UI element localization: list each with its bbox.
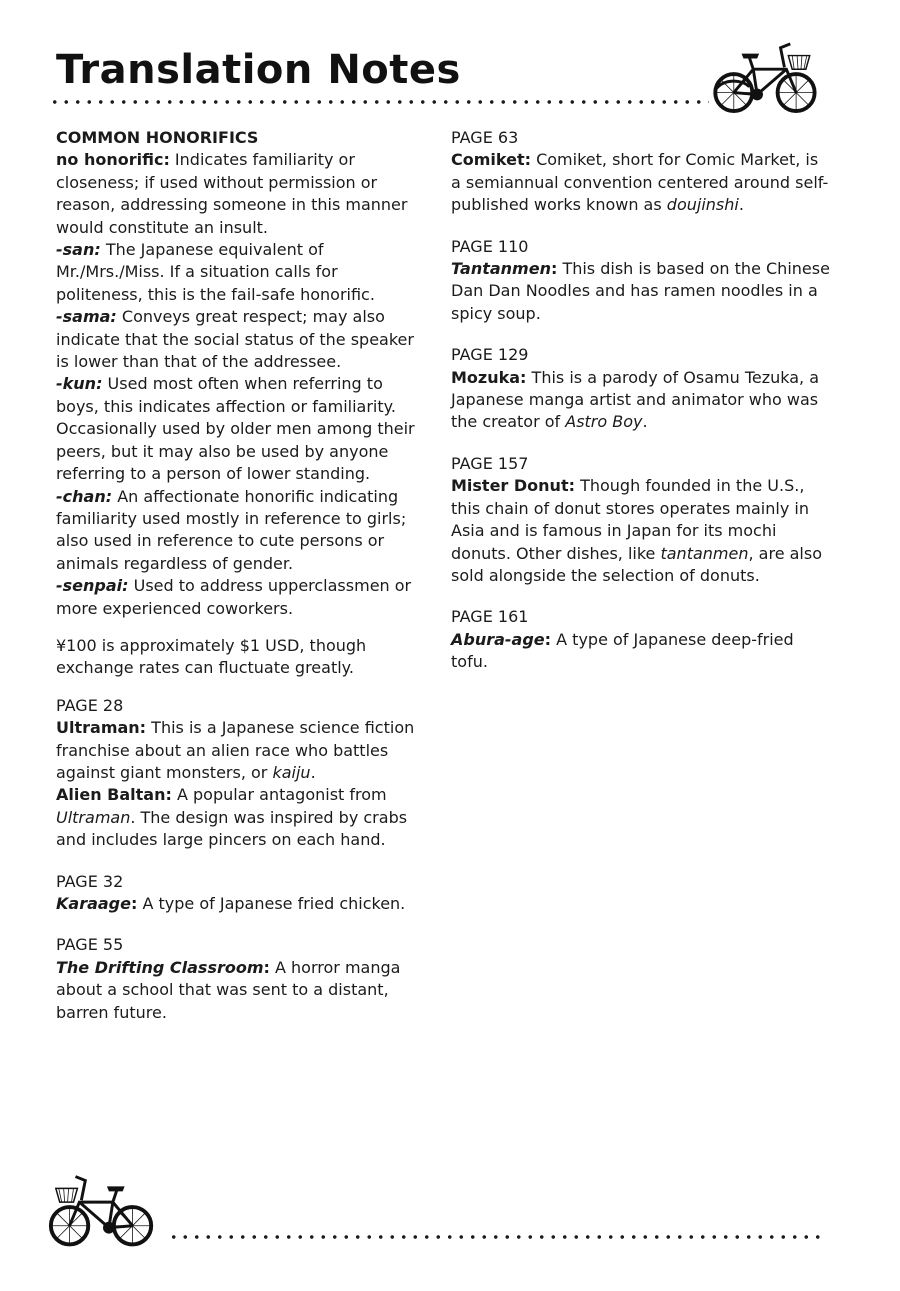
page-number: PAGE 157: [451, 453, 529, 473]
honorific-term: -senpai:: [56, 576, 129, 596]
honorific-text: An affectionate honorific indicating familiarity used mostly in reference to girls; also used in reference to cute persons or animals regardless of gender.: [56, 486, 407, 573]
honorific-entry: [56, 149, 428, 239]
honorific-entry: [56, 373, 428, 485]
note-term: Tantanmen: [451, 259, 551, 279]
note-entry: [56, 893, 428, 915]
note-text: A type of Japanese deep-fried tofu.: [451, 629, 794, 672]
note-italic: Ultraman: [56, 807, 131, 827]
note-text-end: .: [642, 412, 648, 432]
section-heading: COMMON HONORIFICS: [56, 128, 259, 147]
note-term: Mozuka:: [451, 367, 527, 387]
note-text: Comiket, short for Comic Market, is a semiannual convention centered around self-published works known as: [451, 150, 829, 215]
page-number: PAGE 55: [56, 935, 124, 955]
honorific-text: Conveys great respect; may also indicate that the social status of the speaker is lower than that of the addressee.: [56, 307, 414, 372]
note-text: Though founded in the U.S., this chain of donut stores operates mainly in Asia and is famous in Japan for its mochi donuts. Other dishes, like: [451, 476, 809, 563]
note-term: The Drifting Classroom: [56, 957, 264, 977]
honorific-entry: [56, 306, 428, 373]
honorific-entry: [56, 486, 428, 576]
honorific-term: -chan:: [56, 486, 113, 506]
note-italic: doujinshi: [666, 195, 739, 215]
note-entry: [451, 475, 831, 587]
note-entry: [451, 149, 831, 216]
page-number: PAGE 63: [451, 128, 519, 147]
note-italic: kaiju: [272, 762, 311, 782]
page-number: PAGE 28: [56, 695, 124, 715]
page-number: PAGE 129: [451, 345, 529, 365]
honorific-text: Indicates familiarity or closeness; if used without permission or reason, addressing someone in this manner would constitute an insult.: [56, 150, 408, 237]
note-text: A popular antagonist from: [171, 785, 387, 805]
note-text: This dish is based on the Chinese Dan Dan Noodles and has ramen noodles in a spicy soup.: [451, 259, 830, 323]
note-term: Abura-age: [451, 629, 545, 649]
note-term: Ultraman:: [56, 718, 147, 738]
note-entry: [56, 957, 428, 1024]
note-text-end: , are also sold alongside the selection of donuts.: [451, 543, 822, 585]
page-number: PAGE 110: [451, 236, 529, 256]
note-term: Mister Donut:: [451, 476, 575, 496]
note-colon: :: [263, 957, 270, 977]
note-text-end: .: [738, 195, 744, 215]
note-text: This is a parody of Osamu Tezuka, a Japanese manga artist and animator who was the creator of: [451, 367, 820, 432]
note-italic: tantanmen: [660, 543, 749, 563]
note-entry: [56, 784, 428, 851]
honorific-term: -san:: [56, 240, 101, 260]
currency-note: ¥100 is approximately $1 USD, though exchange rates can fluctuate greatly.: [56, 635, 367, 678]
note-text: This is a Japanese science fiction franchise about an alien race who battles against giant monsters, or: [56, 718, 415, 782]
note-entry: [451, 258, 831, 325]
honorific-term: -sama:: [56, 307, 117, 327]
note-entry: [451, 629, 831, 674]
dotted-divider: [49, 100, 709, 104]
note-text: A type of Japanese fried chicken.: [137, 894, 406, 913]
bicycle-icon: [44, 1172, 162, 1248]
note-term: Comiket:: [451, 150, 531, 170]
honorific-term: no honorific:: [56, 150, 170, 170]
honorific-text: Used to address upperclassmen or more experienced coworkers.: [56, 576, 412, 618]
honorific-text: The Japanese equivalent of Mr./Mrs./Miss. If a situation calls for politeness, this is the fail-safe honorific.: [56, 240, 375, 304]
note-entry: [451, 367, 831, 434]
page-number: PAGE 161: [451, 607, 529, 627]
note-term: Alien Baltan:: [56, 785, 172, 805]
bicycle-icon: [704, 40, 822, 114]
honorific-text: Used most often when referring to boys, this indicates affection or familiarity. Occasionally used by older men among their peers, but it may also be used by anyone referring to a person of lower standing.: [56, 374, 415, 484]
page-title: Translation Notes: [56, 47, 461, 93]
page-number: PAGE 32: [56, 871, 124, 891]
honorific-entry: [56, 239, 428, 306]
honorific-term: -kun:: [56, 374, 103, 394]
note-text-end: .: [310, 762, 316, 782]
note-italic: Astro Boy: [565, 412, 643, 432]
note-colon: :: [130, 894, 138, 913]
note-text: A horror manga about a school that was sent to a distant, barren future.: [56, 957, 401, 1022]
left-column: [56, 127, 428, 1024]
dotted-divider: [168, 1235, 824, 1239]
note-entry: [56, 717, 428, 784]
right-column: [451, 127, 831, 674]
note-term: Karaage: [56, 894, 131, 913]
honorific-entry: [56, 575, 428, 620]
note-colon: :: [550, 259, 558, 279]
note-colon: :: [544, 629, 552, 649]
note-text-end: . The design was inspired by crabs and includes large pincers on each hand.: [56, 807, 408, 850]
